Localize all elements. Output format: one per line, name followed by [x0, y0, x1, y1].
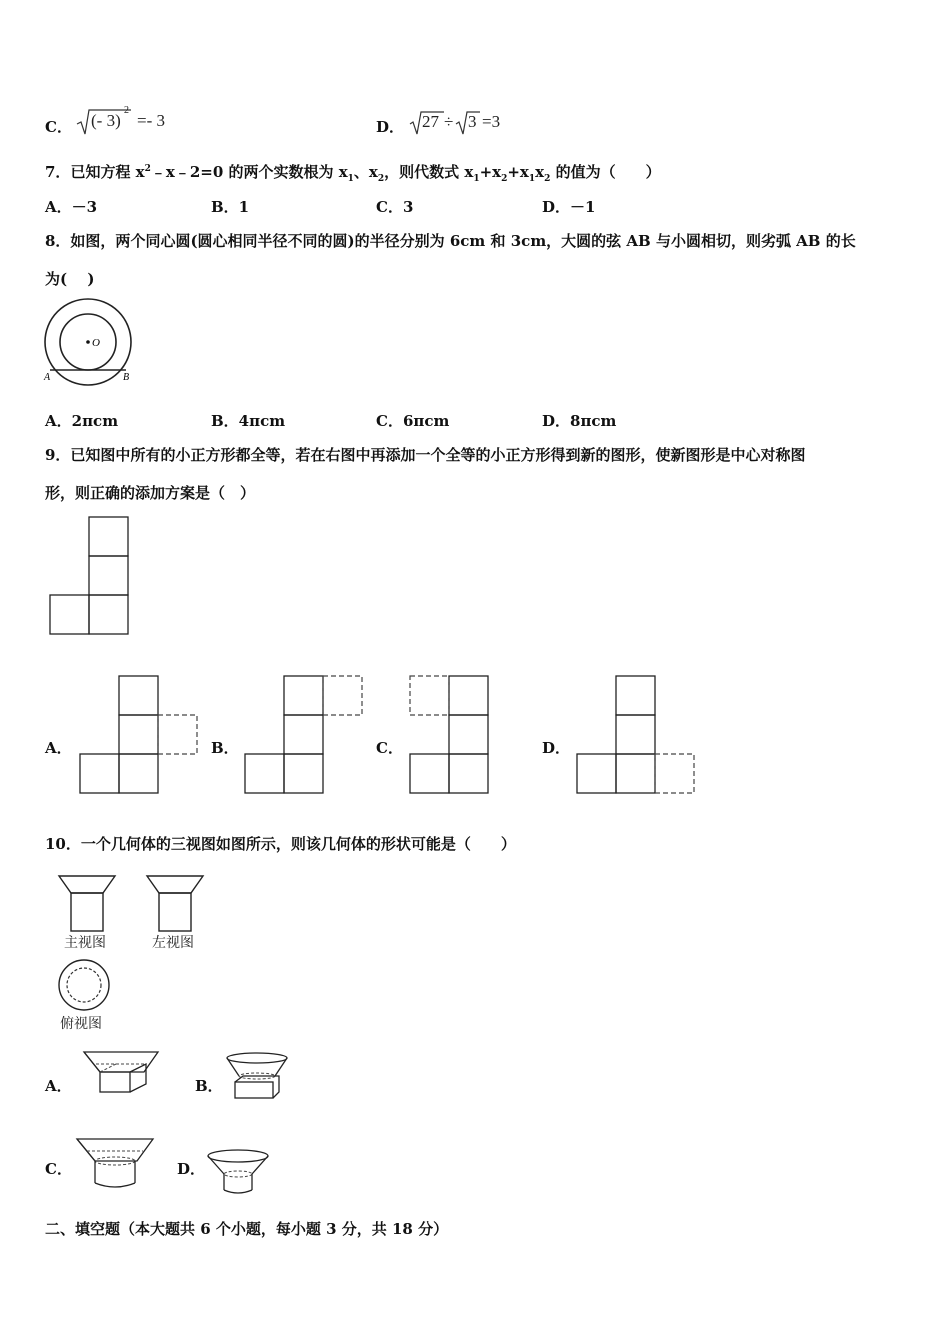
q10-front-view-figure: [57, 875, 127, 935]
q10-option-b[interactable]: B．: [195, 1077, 223, 1095]
q9-option-d-figure[interactable]: [575, 675, 700, 797]
q6-option-c-label: C．: [45, 118, 72, 136]
q10-side-view-label: 左视图: [152, 935, 194, 951]
q6-option-d-label: D．: [376, 118, 405, 136]
q9-stem-line1: 9．已知图中所有的小正方形都全等，若在右图中再添加一个全等的小正方形得到新的图形，使新图形是中心对称图: [45, 446, 806, 464]
q6-d-radicand-2: 3: [468, 112, 477, 131]
q9-stem-line2: 形，则正确的添加方案是（ ）: [45, 484, 256, 502]
q9-option-b-figure[interactable]: [243, 675, 368, 797]
q6-c-radicand: (- 3): [91, 111, 121, 130]
q8-option-c[interactable]: C．6πcm: [376, 412, 450, 430]
q7-option-a[interactable]: A．－3: [45, 198, 98, 216]
q8-stem-line1: 8．如图，两个同心圆(圆心相同半径不同的圆)的半径分别为 6cm 和 3cm，大圆的弦 AB 与小圆相切，则劣弧 AB 的长: [45, 232, 856, 250]
q10-option-b-figure[interactable]: [225, 1052, 295, 1102]
q9-option-c[interactable]: C．: [376, 739, 403, 757]
q6-d-result: =3: [482, 112, 501, 131]
q7-option-d[interactable]: D．－1: [542, 198, 596, 216]
q7-option-c[interactable]: C．3: [376, 198, 414, 216]
q9-option-a-figure[interactable]: [78, 675, 203, 797]
q9-option-b[interactable]: B．: [211, 739, 239, 757]
q9-option-a[interactable]: A．: [45, 739, 72, 757]
q6-c-result: =- 3: [137, 111, 165, 130]
section-fill-in-heading: 二、填空题（本大题共 6 个小题，每小题 3 分，共 18 分）: [45, 1220, 449, 1238]
q10-option-a[interactable]: A．: [45, 1077, 72, 1095]
q10-option-c-figure[interactable]: [73, 1137, 163, 1192]
q10-option-c[interactable]: C．: [45, 1160, 72, 1178]
q10-stem: 10．一个几何体的三视图如图所示，则该几何体的形状可能是（ ）: [45, 835, 516, 853]
q10-option-d[interactable]: D．: [177, 1160, 206, 1178]
q6-d-divide: ÷: [444, 112, 454, 131]
q9-original-figure: [48, 516, 138, 638]
q8-stem-line2: 为( ): [45, 270, 95, 288]
q9-option-d[interactable]: D．: [542, 739, 571, 757]
q8-option-b[interactable]: B．4πcm: [211, 412, 286, 430]
q9-option-c-figure[interactable]: [408, 675, 533, 797]
q10-option-a-figure[interactable]: [80, 1048, 160, 1098]
label-o: O: [92, 337, 100, 349]
q8-concentric-circles-figure: [40, 298, 140, 388]
q7-option-b[interactable]: B．1: [211, 198, 250, 216]
q6-d-radicand-1: 27: [422, 112, 439, 131]
q7-stem: 7．已知方程 $x^2﹣x﹣2=0$ 的两个实数根为 $x_1$、$x_2$，则代数式 $x_1+x_2+x_1x_2$ 的值为（ ）: [45, 163, 661, 184]
q8-option-a[interactable]: A．2πcm: [45, 412, 119, 430]
q10-side-view-figure: [145, 875, 215, 935]
q10-top-view-label: 俯视图: [60, 1016, 102, 1032]
label-b: B: [123, 372, 130, 383]
q10-front-view-label: 主视图: [64, 935, 106, 951]
q8-option-d[interactable]: D．8πcm: [542, 412, 617, 430]
q6-c-exponent: 2: [124, 105, 129, 116]
center-point: [86, 340, 90, 344]
q10-option-d-figure[interactable]: [206, 1148, 276, 1198]
q10-top-view-figure: [56, 958, 116, 1018]
label-a: A: [44, 372, 51, 383]
